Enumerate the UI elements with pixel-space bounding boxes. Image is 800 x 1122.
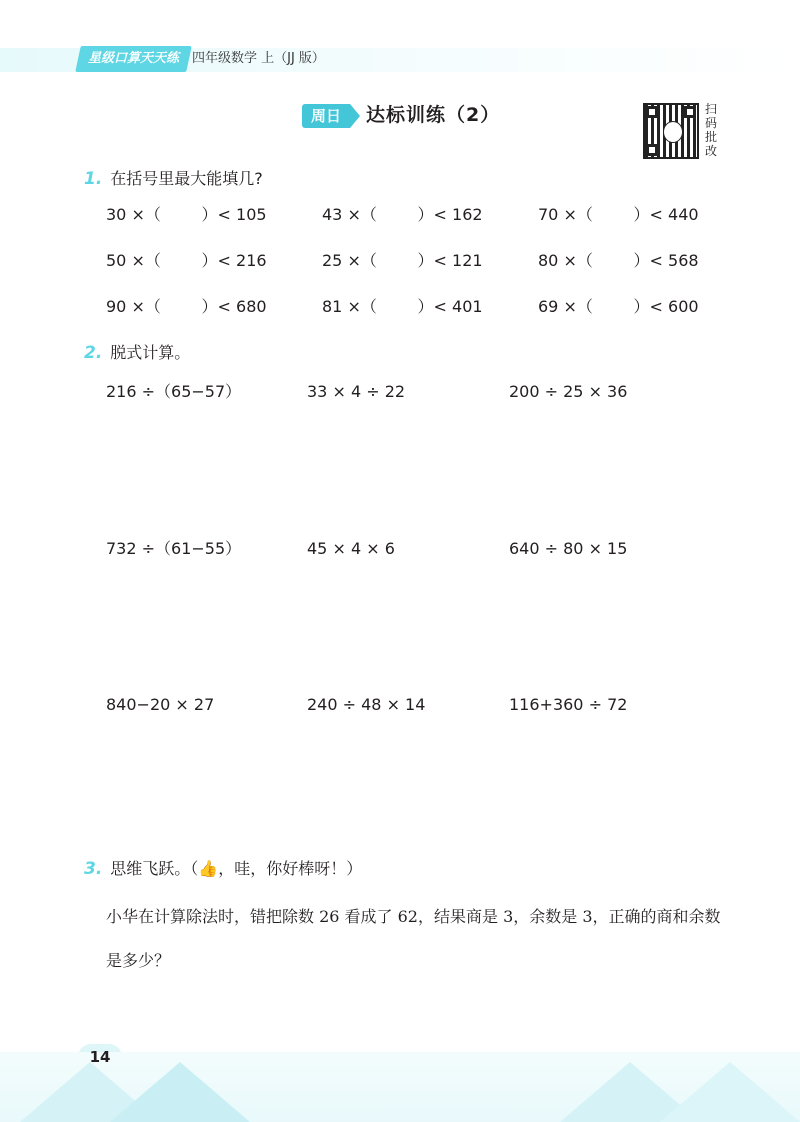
question-number: 3. [84,859,103,879]
calculation-item: 840−20 × 27 [106,695,215,714]
page-number: 14 [82,1044,118,1070]
calculation-item: 45 × 4 × 6 [307,539,395,558]
inequality-item: 50 ×（ ）< 216 [106,251,267,270]
calculation-item: 640 ÷ 80 × 15 [509,539,628,558]
question-prompt: 在括号里最大能填几? [110,169,263,188]
inequality-item: 80 ×（ ）< 568 [538,251,699,270]
day-badge: 周日 [302,104,350,128]
question-prompt-tail: ，哇，你好棒呀！） [218,859,363,878]
inequality-item: 30 ×（ ）< 105 [106,205,267,224]
series-logo: 星级口算天天练 [75,46,192,72]
calculation-item: 33 × 4 ÷ 22 [307,382,406,401]
page-title: 达标训练（2） [366,104,501,126]
calculation-item: 216 ÷（65−57） [106,382,242,401]
question-3-heading [84,858,362,880]
inequality-item: 25 ×（ ）< 121 [322,251,483,270]
calculation-item: 240 ÷ 48 × 14 [307,695,426,714]
word-problem: 小华在计算除法时，错把除数 26 看成了 62，结果商是 3，余数是 3，正确的商和余数是多少？ [106,907,721,970]
inequality-item: 43 ×（ ）< 162 [322,205,483,224]
question-prompt: 脱式计算。 [110,343,191,362]
calculation-item: 116+360 ÷ 72 [509,695,628,714]
question-number: 2. [84,343,103,363]
inequality-item: 69 ×（ ）< 600 [538,297,699,316]
calculation-item: 200 ÷ 25 × 36 [509,382,628,401]
thumbs-up-icon: 👍 [198,859,219,878]
inequality-item: 90 ×（ ）< 680 [106,297,267,316]
calculation-item: 732 ÷（61−55） [106,539,242,558]
footer-decoration [0,1052,800,1122]
question-prompt: 思维飞跃。（ [110,859,199,878]
inequality-item: 81 ×（ ）< 401 [322,297,483,316]
qr-code-icon[interactable] [643,103,699,159]
qr-label: 扫码批改 [704,102,717,158]
subject-label: 四年级数学 上（JJ 版） [192,51,325,66]
question-1-heading [84,168,263,190]
inequality-item: 70 ×（ ）< 440 [538,205,699,224]
page-header [0,44,800,74]
question-2-heading [84,342,190,364]
question-number: 1. [84,169,103,189]
